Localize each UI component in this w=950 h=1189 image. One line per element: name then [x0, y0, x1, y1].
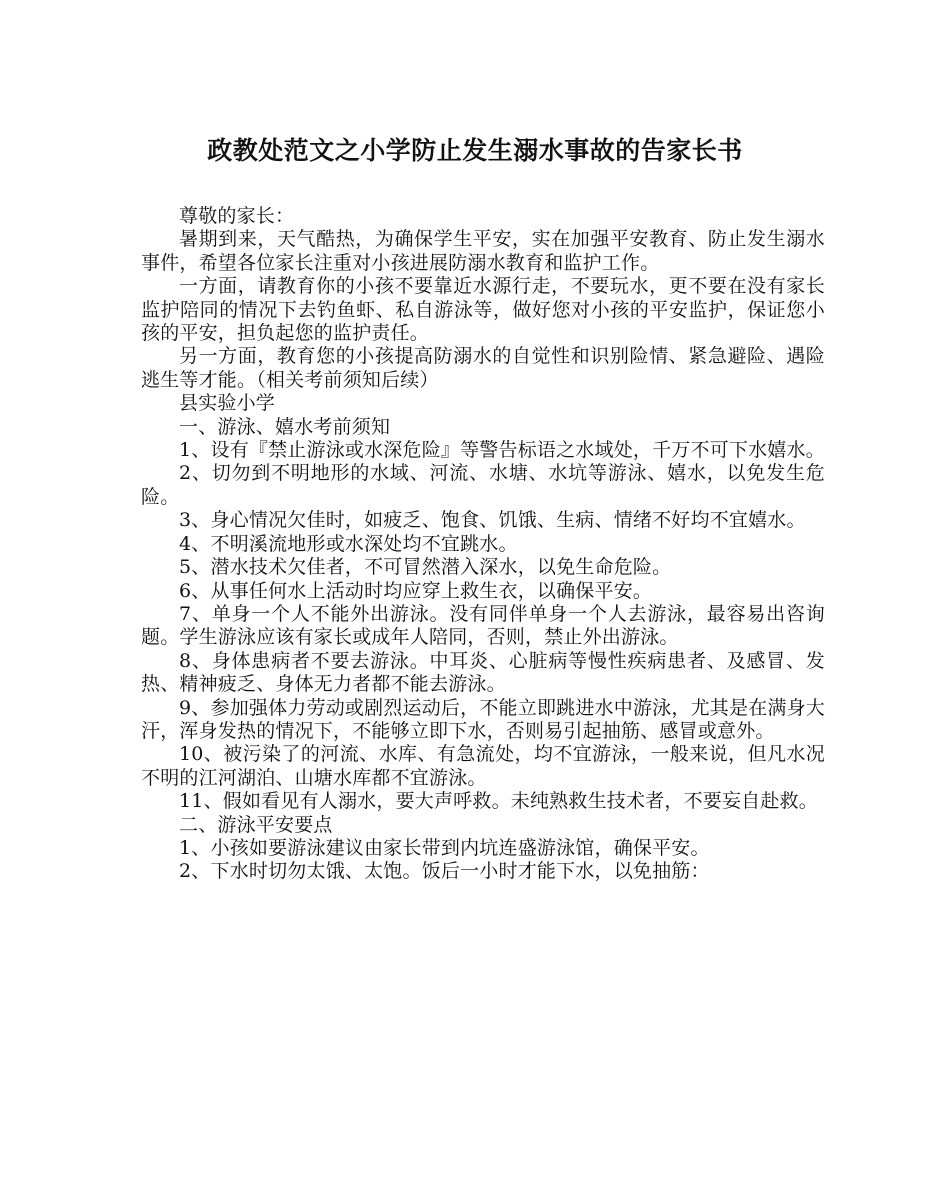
- signature-school: 县实验小学: [179, 392, 276, 415]
- list-item: 10、被污染了的河流、水库、有急流处，均不宜游泳，一般来说，但凡水况不明的江河湖泊、山塘水库都不宜游泳。: [141, 743, 825, 789]
- list-item: 1、小孩如要游泳建议由家长带到内坑连盛游泳馆，确保平安。: [179, 836, 710, 859]
- list-item: 4、不明溪流地形或水深处均不宜跳水。: [179, 532, 518, 555]
- list-item: 9、参加强体力劳动或剧烈运动后，不能立即跳进水中游泳，尤其是在满身大汗，浑身发热的情况下，不能够立即下水，否则易引起抽筋、感冒或意外。: [141, 696, 825, 742]
- list-item: 11、假如看见有人溺水，要大声呼救。未纯熟救生技术者，不要妄自赴救。: [179, 790, 818, 813]
- paragraph-first-aspect: 一方面，请教育你的小孩不要靠近水源行走，不要玩水，更不要在没有家长监护陪同的情况下去钓鱼虾、私自游泳等，做好您对小孩的平安监护，保证您小孩的平安，担负起您的监护责任。: [141, 275, 825, 345]
- document-body: [141, 205, 825, 884]
- greeting: 尊敬的家长：: [179, 205, 295, 227]
- document-title: 政教处范文之小学防止发生溺水事故的告家长书: [207, 136, 743, 165]
- list-item: 3、身心情况欠佳时，如疲乏、饱食、饥饿、生病、情绪不好均不宜嬉水。: [179, 509, 806, 532]
- section-heading-safety-points: 二、游泳平安要点: [179, 813, 333, 836]
- list-item: 5、潜水技术欠佳者，不可冒然潜入深水，以免生命危险。: [179, 556, 672, 579]
- paragraph-second-aspect: 另一方面，教育您的小孩提高防溺水的自觉性和识别险情、紧急避险、遇险逃生等才能。（相关考前须知后续）: [141, 345, 825, 391]
- list-item: 8、身体患病者不要去游泳。中耳炎、心脏病等慢性疾病患者、及感冒、发热、精神疲乏、身体无力者都不能去游泳。: [141, 649, 825, 696]
- list-item: 2、切勿到不明地形的水域、河流、水塘、水坑等游泳、嬉水，以免发生危险。: [141, 462, 825, 508]
- list-item: 7、单身一个人不能外出游泳。没有同伴单身一个人去游泳，最容易出咨询题。学生游泳应该有家长或成年人陪同，否则，禁止外出游泳。: [141, 602, 825, 649]
- section-heading-precautions: 一、游泳、嬉水考前须知: [179, 415, 391, 438]
- list-item: 6、从事任何水上活动时均应穿上救生衣，以确保平安。: [179, 579, 653, 602]
- paragraph-intro: 暑期到来，天气酷热，为确保学生平安，实在加强平安教育、防止发生溺水事件，希望各位家长注重对小孩进展防溺水教育和监护工作。: [141, 228, 825, 274]
- list-item: 2、下水时切勿太饿、太饱。饭后一小时才能下水，以免抽筋：: [179, 860, 710, 883]
- list-item: 1、设有『禁止游泳或水深危险』等警告标语之水域处，千万不可下水嬉水。: [179, 439, 825, 462]
